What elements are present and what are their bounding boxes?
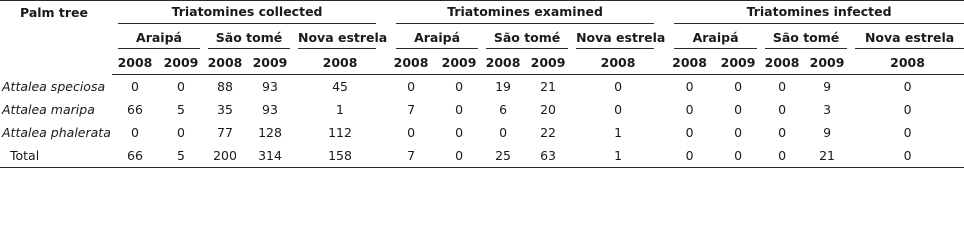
header-group-collected-label: Triatomines collected [118, 4, 376, 24]
table-cell: 66 [127, 101, 143, 117]
locality-label: Araipá [396, 30, 478, 49]
header-year: 2009 [246, 52, 294, 75]
header-locality-nova-estrela [294, 28, 386, 52]
table-cell: 1 [614, 124, 623, 140]
header-row-localities [0, 28, 964, 52]
header-row-groups [0, 1, 964, 28]
header-year: 2008 [482, 52, 524, 75]
table-body [0, 75, 964, 168]
header-locality-sao-tome [204, 28, 294, 52]
table-cell: 1 [572, 144, 664, 168]
table-cell: 0 [407, 78, 416, 94]
header-palm-tree: Palm tree [0, 1, 112, 75]
table-row [0, 121, 964, 144]
table-row [0, 98, 964, 121]
table-cell: 7 [386, 144, 436, 168]
table-cell: 112 [328, 124, 352, 140]
header-year: 2008 [664, 52, 715, 75]
table-cell: 3 [823, 101, 832, 117]
table-cell: 314 [246, 144, 294, 168]
header-year: 2008 [761, 52, 803, 75]
header-year: 2009 [158, 52, 204, 75]
table-cell: 0 [685, 124, 694, 140]
table-cell: 0 [903, 124, 912, 140]
table-cell: 66 [112, 144, 158, 168]
table-cell: 0 [778, 124, 787, 140]
header-year: 2008 [204, 52, 246, 75]
table-cell: 0 [761, 144, 803, 168]
table-cell: 63 [524, 144, 572, 168]
table-cell: 25 [482, 144, 524, 168]
table-cell: 35 [217, 101, 233, 117]
table-header [0, 1, 964, 75]
table-cell: 0 [903, 101, 912, 117]
locality-label: São tomé [765, 30, 847, 49]
table-cell: 93 [262, 101, 278, 117]
header-group-examined [386, 1, 664, 28]
locality-label: Araipá [674, 30, 757, 49]
header-year: 2009 [803, 52, 851, 75]
table-cell: 0 [407, 124, 416, 140]
table-cell: 0 [734, 78, 743, 94]
table-cell: 9 [823, 124, 832, 140]
header-locality-araipa [664, 28, 761, 52]
table-cell: 1 [336, 101, 344, 117]
header-row-years [0, 52, 964, 75]
row-total-label: Total [0, 144, 112, 168]
table-cell: 0 [499, 124, 508, 140]
table-cell: 6 [499, 101, 508, 117]
table-cell: 0 [664, 144, 715, 168]
table-cell: 93 [262, 78, 278, 94]
table-cell: 0 [685, 78, 694, 94]
header-group-examined-label: Triatomines examined [396, 4, 654, 24]
table-row-total [0, 144, 964, 168]
locality-label: São tomé [208, 30, 290, 49]
table-cell: 0 [455, 101, 464, 117]
header-year: 2008 [572, 52, 664, 75]
table-cell: 0 [778, 101, 787, 117]
table-cell: 0 [903, 78, 912, 94]
header-year: 2008 [294, 52, 386, 75]
table-cell: 20 [540, 101, 557, 117]
table-cell: 0 [685, 101, 694, 117]
table-cell: 0 [614, 101, 623, 117]
table-cell: 5 [177, 101, 185, 117]
table-cell: 0 [436, 144, 482, 168]
locality-label: Nova estrela [855, 30, 964, 49]
header-year: 2009 [436, 52, 482, 75]
header-locality-nova-estrela [851, 28, 964, 52]
table-cell: 0 [177, 78, 185, 94]
locality-label: Nova estrela [576, 30, 654, 49]
header-year: 2009 [715, 52, 761, 75]
table-cell: 21 [540, 78, 557, 94]
header-year: 2009 [524, 52, 572, 75]
header-group-infected-label: Triatomines infected [674, 4, 964, 24]
header-locality-nova-estrela [572, 28, 664, 52]
table-cell: 0 [734, 124, 743, 140]
header-locality-sao-tome [482, 28, 572, 52]
table-cell: 7 [407, 101, 416, 117]
table-cell: 22 [540, 124, 557, 140]
table-cell: 0 [455, 78, 464, 94]
table-row [0, 75, 964, 98]
locality-label: Araipá [118, 30, 200, 49]
header-group-collected [112, 1, 386, 28]
header-group-infected [664, 1, 964, 28]
table-cell: 9 [823, 78, 832, 94]
table-cell: 0 [778, 78, 787, 94]
row-palm-name: Attalea speciosa [2, 78, 106, 94]
table-cell: 88 [217, 78, 233, 94]
row-palm-name: Attalea maripa [2, 101, 95, 117]
row-palm-name: Attalea phalerata [2, 124, 111, 140]
table-cell: 0 [734, 101, 743, 117]
header-locality-sao-tome [761, 28, 851, 52]
locality-label: Nova estrela [298, 30, 376, 49]
table-cell: 5 [158, 144, 204, 168]
header-year: 2008 [386, 52, 436, 75]
header-locality-araipa [386, 28, 482, 52]
table-cell: 128 [258, 124, 282, 140]
locality-label: São tomé [486, 30, 568, 49]
table-cell: 77 [217, 124, 233, 140]
header-year: 2008 [112, 52, 158, 75]
table-cell: 21 [803, 144, 851, 168]
table-cell: 0 [851, 144, 964, 168]
header-locality-araipa [112, 28, 204, 52]
table-cell: 0 [455, 124, 464, 140]
table-cell: 0 [131, 78, 139, 94]
table-cell: 19 [495, 78, 512, 94]
table-cell: 200 [204, 144, 246, 168]
table-cell: 0 [715, 144, 761, 168]
header-year: 2008 [851, 52, 964, 75]
table-cell: 45 [332, 78, 348, 94]
table-cell: 158 [294, 144, 386, 168]
table-cell: 0 [177, 124, 185, 140]
table-cell: 0 [614, 78, 623, 94]
table-cell: 0 [131, 124, 139, 140]
